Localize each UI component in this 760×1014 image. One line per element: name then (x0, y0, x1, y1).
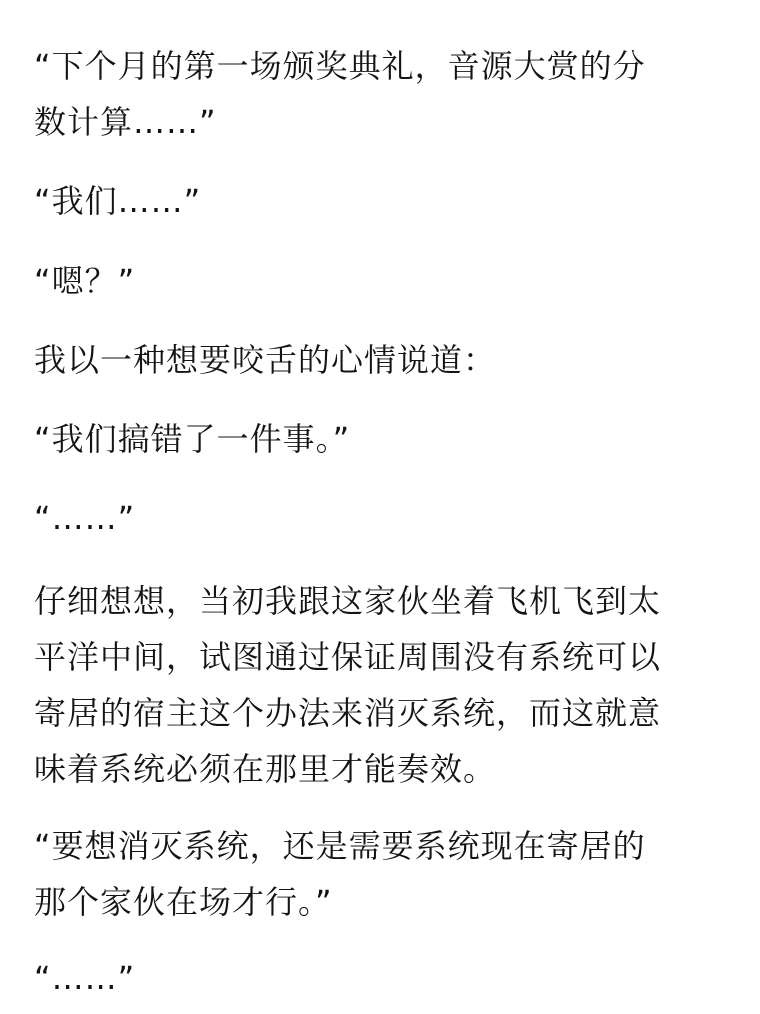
text-line: 数计算……” (34, 103, 217, 141)
text-line: 那个家伙在场才行。” (34, 883, 333, 921)
paragraph-4 (34, 332, 734, 388)
paragraph-2 (34, 173, 734, 229)
text-line: 仔细想想，当初我跟这家伙坐着飞机飞到太 (34, 582, 662, 620)
paragraph-8 (34, 818, 734, 930)
paragraph-1 (34, 38, 734, 150)
paragraph-9 (34, 950, 734, 1006)
text-line: “我们搞错了一件事。” (34, 420, 351, 458)
text-line: “要想消灭系统，还是需要系统现在寄居的 (34, 827, 646, 865)
text-line: “……” (34, 959, 136, 997)
text-line: “下个月的第一场颁奖典礼，音源大赏的分 (34, 47, 646, 85)
paragraph-3 (34, 253, 734, 309)
text-line: “我们……” (34, 182, 202, 220)
text-line: “……” (34, 499, 136, 537)
paragraph-5 (34, 411, 734, 467)
text-line: 寄居的宿主这个办法来消灭系统，而这就意 (34, 694, 662, 732)
text-line: 平洋中间，试图通过保证周围没有系统可以 (34, 638, 662, 676)
paragraph-7 (34, 573, 734, 797)
text-line: “嗯？” (34, 262, 136, 300)
paragraph-6 (34, 490, 734, 546)
text-line: 我以一种想要咬舌的心情说道： (34, 341, 497, 379)
text-line: 味着系统必须在那里才能奏效。 (34, 750, 497, 788)
